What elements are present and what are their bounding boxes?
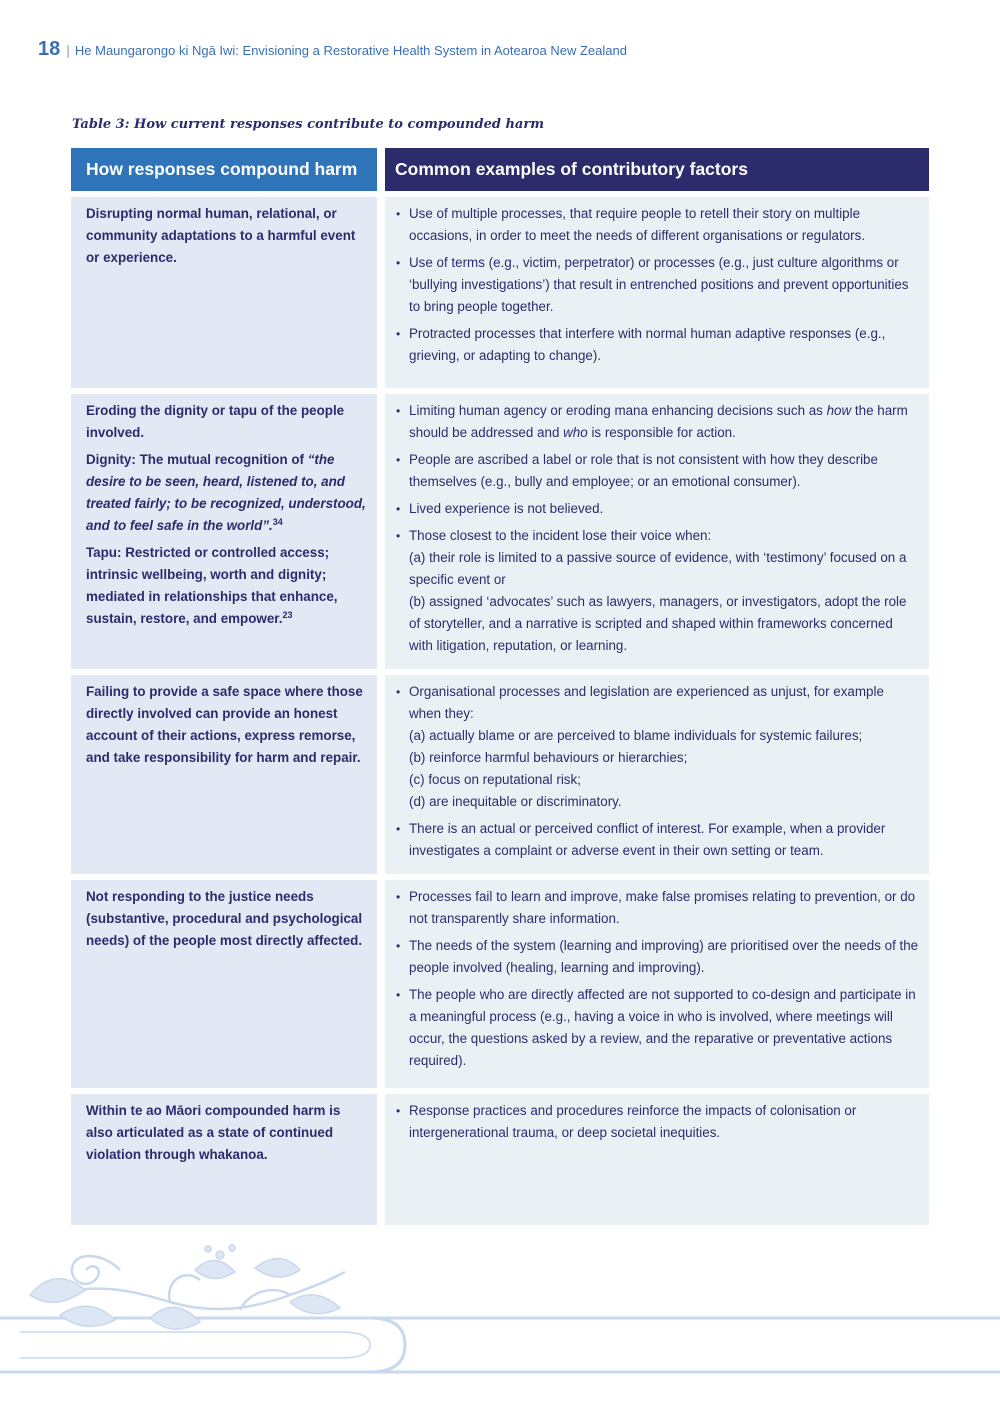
harm-cell-dignity: [71, 394, 377, 669]
factor-text: • Those closest to the incident lose their voice when:: [409, 528, 712, 543]
factor-item: • Response practices and procedures reinforce the impacts of colonisation or intergenerational trauma, or deep societal inequities.: [395, 1100, 919, 1144]
document-title: He Maungarongo ki Ngā Iwi: Envisioning a Restorative Health System in Aotearoa New Zealand: [74, 43, 627, 58]
column-header-factors: Common examples of contributory factors: [385, 148, 929, 191]
harm-cell-justice-needs: [71, 880, 377, 1088]
footnote-ref: 23: [282, 610, 293, 620]
factors-cell-justice-needs: [385, 880, 929, 1088]
harm-text: Within te ao Māori compounded harm is also articulated as a state of continued violation through whakanoa.: [86, 1103, 341, 1162]
dignity-label: Dignity:: [86, 452, 136, 467]
footer-lines: [0, 1318, 1000, 1372]
running-header: [38, 38, 627, 61]
page-number: 18: [38, 38, 61, 60]
factors-cell-dignity: [385, 394, 929, 669]
factor-item: • Use of multiple processes, that require people to retell their story on multiple occasions, in order to meet the needs of different organisations or regulators.: [395, 203, 919, 247]
harm-table: [71, 148, 929, 1225]
dignity-intro: The mutual recognition of: [139, 452, 304, 467]
factor-list: [395, 203, 919, 367]
factor-subitem: (b) assigned ‘advocates’ such as lawyers, managers, or investigators, adopt the role of storyteller, and a narrative is scripted and shaped within frameworks concerned with litigation, reputation, or learning.: [409, 594, 907, 653]
factor-item: [395, 400, 919, 444]
dignity-definition: [86, 449, 369, 537]
factor-subitem: (b) reinforce harmful behaviours or hierarchies;: [409, 750, 688, 765]
factor-subitem: (d) are inequitable or discriminatory.: [409, 794, 622, 809]
factor-subitem: (a) actually blame or are perceived to blame individuals for systemic failures;: [409, 728, 863, 743]
factor-item: • Lived experience is not believed.: [395, 498, 919, 520]
factor-list: [395, 681, 919, 862]
factor-emphasis: who: [563, 425, 588, 440]
factor-text: Limiting human agency or eroding mana enhancing decisions such as: [409, 403, 823, 418]
footnote-ref: 34: [272, 517, 283, 527]
tapu-text: Restricted or controlled access; intrinsic wellbeing, worth and dignity; mediated in relationships that enhance, sustain, restore, and empower.: [86, 545, 338, 626]
factor-item: [395, 681, 919, 813]
leaf-shapes: [30, 1245, 340, 1329]
harm-cell-disrupting: [71, 197, 377, 388]
header-separator: |: [66, 42, 70, 58]
factor-list: [395, 886, 919, 1072]
factor-item: • Use of terms (e.g., victim, perpetrator) or processes (e.g., just culture algorithms or ‘bullying investigations’) that result in entrenched positions and prevent opportunities to bring people together.: [395, 252, 919, 318]
harm-cell-safe-space: [71, 675, 377, 874]
factors-cell-disrupting: [385, 197, 929, 388]
factor-item: • Processes fail to learn and improve, make false promises relating to prevention, or do not transparently share information.: [395, 886, 919, 930]
tapu-definition: [86, 542, 369, 630]
factors-cell-safe-space: [385, 675, 929, 874]
harm-text: Not responding to the justice needs (substantive, procedural and psychological needs) of the people most directly affected.: [86, 889, 363, 948]
harm-text: Failing to provide a safe space where those directly involved can provide an honest account of their actions, express remorse, and take responsibility for harm and repair.: [86, 684, 363, 765]
column-header-harm: How responses compound harm: [71, 148, 377, 191]
factor-list: [395, 1100, 919, 1144]
factor-item: • Protracted processes that interfere with normal human adaptive responses (e.g., grieving, or adapting to change).: [395, 323, 919, 367]
harm-text: Disrupting normal human, relational, or community adaptations to a harmful event or experience.: [86, 206, 356, 265]
factor-emphasis: how: [826, 403, 852, 418]
factor-subitem: (c) focus on reputational risk;: [409, 772, 581, 787]
tapu-label: Tapu:: [86, 545, 122, 560]
factor-text: is responsible for action.: [591, 425, 736, 440]
factor-subitem: (a) their role is limited to a passive source of evidence, with ‘testimony’ focused on a specific event or: [409, 550, 907, 587]
dignity-quote: “the desire to be seen, heard, listened to, and treated fairly; to be recognized, understood, and to feel safe in the world”.: [86, 452, 366, 533]
factor-item: • There is an actual or perceived conflict of interest. For example, when a provider investigates a complaint or adverse event in their own setting or team.: [395, 818, 919, 862]
factor-item: • People are ascribed a label or role that is not consistent with how they describe themselves (e.g., bully and employee; or an emotional consumer).: [395, 449, 919, 493]
factor-item: • The needs of the system (learning and improving) are prioritised over the needs of the people involved (healing, learning and improving).: [395, 935, 919, 979]
factor-text: the harm should be addressed and: [409, 403, 908, 440]
factor-list: [395, 400, 919, 657]
koru-footer-decoration: [0, 1240, 1000, 1415]
factor-item: [395, 525, 919, 657]
factors-cell-te-ao-maori: [385, 1094, 929, 1225]
factor-text: • Organisational processes and legislation are experienced as unjust, for example when they:: [409, 684, 884, 721]
harm-cell-te-ao-maori: [71, 1094, 377, 1225]
factor-item: • The people who are directly affected are not supported to co-design and participate in a meaningful process (e.g., having a voice in who is involved, where meetings will occur, the questions asked by a review, and the reparative or preventative actions required).: [395, 984, 919, 1072]
table-caption: Table 3: How current responses contribute to compounded harm: [72, 117, 544, 132]
harm-text: Eroding the dignity or tapu of the people involved.: [86, 403, 345, 440]
